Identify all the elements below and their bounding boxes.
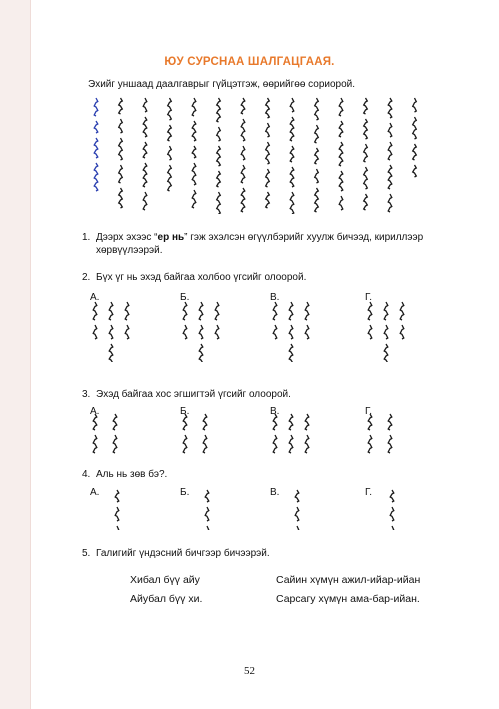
script-column [143, 163, 147, 187]
script-column [119, 119, 123, 133]
question-text: Галигийг үндэсний бичгээр бичээрэй. [96, 548, 270, 559]
script-column [183, 325, 187, 339]
script-column [400, 302, 404, 320]
script-column [364, 119, 368, 139]
script-column [183, 414, 187, 430]
script-column [217, 192, 221, 214]
script-column [388, 194, 392, 212]
script-column [217, 171, 221, 187]
script-column [94, 138, 98, 158]
script-column [289, 325, 293, 339]
script-column [364, 194, 368, 210]
script-column [241, 188, 245, 212]
script-column [241, 165, 245, 183]
script-column [168, 165, 172, 191]
script-column [119, 138, 123, 160]
script-column [203, 414, 207, 430]
script-column [266, 142, 270, 164]
decorative-margin [0, 0, 31, 709]
script-column [93, 414, 97, 430]
script-column [289, 435, 293, 453]
script-column [315, 188, 319, 212]
script-column [339, 121, 343, 137]
transcription-left-2: Айубал бүү хи. [130, 593, 203, 605]
question-text: ” гэж эхэлсэн өгүүлбэрийг хуулж бичээд, кириллээр [184, 232, 424, 243]
script-column [273, 325, 277, 339]
option-d[interactable]: Г. [365, 292, 372, 303]
script-column [364, 98, 368, 114]
script-column [413, 117, 417, 139]
script-column [93, 435, 97, 453]
question-3 [82, 388, 291, 401]
script-column [203, 435, 207, 453]
script-column [339, 171, 343, 191]
script-column [315, 169, 319, 183]
option-a[interactable]: А. [90, 406, 100, 417]
script-column [266, 123, 270, 137]
script-column [388, 98, 392, 118]
script-column [390, 490, 394, 502]
script-column [390, 507, 394, 521]
script-column [305, 414, 309, 430]
script-column [119, 165, 123, 183]
question-1 [82, 231, 442, 257]
script-column [94, 163, 98, 191]
script-column [266, 169, 270, 187]
script-column [295, 490, 299, 502]
script-column [94, 98, 98, 116]
script-column [384, 344, 388, 362]
script-column [205, 507, 209, 521]
script-column [205, 490, 209, 502]
script-column [368, 435, 372, 453]
script-column [113, 414, 117, 430]
option-b[interactable]: Б. [180, 487, 190, 498]
script-column [290, 167, 294, 187]
script-column [168, 125, 172, 141]
script-column [183, 302, 187, 320]
option-a[interactable]: А. [90, 487, 100, 498]
script-column [339, 98, 343, 116]
script-column [217, 127, 221, 141]
script-column [315, 148, 319, 164]
script-column [199, 325, 203, 339]
q4-options-script [85, 488, 445, 530]
script-column [413, 98, 417, 112]
script-column [109, 344, 113, 362]
question-2 [82, 271, 306, 284]
script-column [305, 302, 309, 320]
script-column [143, 192, 147, 210]
script-column [115, 526, 119, 530]
script-column [384, 325, 388, 339]
question-text: хөрвүүлээрэй. [96, 245, 163, 256]
script-column [94, 121, 98, 133]
question-number: 2. [82, 272, 91, 283]
script-column [183, 435, 187, 453]
script-column [192, 146, 196, 158]
script-column [192, 190, 196, 208]
script-column [388, 165, 392, 189]
script-column [368, 325, 372, 339]
instruction-text: Эхийг уншаад даалгаврыг гүйцэтгэж, өөрийгөө сориорой. [88, 79, 356, 90]
option-d[interactable]: Г. [365, 406, 372, 417]
question-text: Эхэд байгаа хос эгшигтэй үгсийг олоорой. [96, 389, 291, 400]
script-column [273, 435, 277, 453]
script-column [413, 165, 417, 177]
question-number: 5. [82, 548, 91, 559]
question-text: Бүх үг нь эхэд байгаа холбоо үгсийг олоорой. [96, 272, 307, 283]
script-column [192, 98, 196, 116]
script-column [388, 435, 392, 453]
script-column [266, 98, 270, 118]
script-column [364, 167, 368, 189]
script-column [113, 435, 117, 453]
script-column [192, 163, 196, 185]
question-number: 3. [82, 389, 91, 400]
option-c[interactable]: В. [270, 406, 280, 417]
script-column [241, 119, 245, 141]
script-column [109, 325, 113, 339]
script-column [290, 146, 294, 162]
script-column [368, 414, 372, 430]
script-column [388, 123, 392, 137]
script-column [115, 490, 119, 502]
script-column [199, 302, 203, 320]
transcription-right-1: Сайин хүмүн ажил-ийар-ийан [276, 574, 421, 586]
script-column [400, 325, 404, 339]
option-c[interactable]: В. [270, 487, 280, 498]
option-a[interactable]: А. [90, 292, 100, 303]
script-column [289, 344, 293, 362]
script-column [388, 142, 392, 160]
script-column [388, 414, 392, 430]
script-column [315, 125, 319, 143]
script-column [390, 526, 394, 530]
page-number: 52 [244, 665, 255, 677]
script-column [215, 302, 219, 320]
script-column [119, 98, 123, 114]
script-column [273, 414, 277, 430]
script-column [199, 344, 203, 362]
script-column [368, 302, 372, 320]
question-text: Дээрх эхээс “ [96, 232, 158, 243]
page-title: ЮУ СУРСНАА ШАЛГАЦГААЯ. [164, 56, 335, 68]
script-column [168, 146, 172, 160]
script-column [413, 144, 417, 160]
script-column [125, 325, 129, 339]
script-column [168, 98, 172, 120]
script-column [364, 144, 368, 162]
script-column [339, 196, 343, 210]
script-column [215, 325, 219, 339]
question-4 [82, 468, 167, 481]
q3-options-script [85, 412, 445, 462]
script-column [241, 146, 245, 160]
script-column [217, 146, 221, 166]
script-column [115, 507, 119, 521]
script-column [339, 142, 343, 166]
script-column [315, 98, 319, 120]
script-column [305, 435, 309, 453]
option-d[interactable]: Г. [365, 487, 372, 498]
mongolian-script-passage [88, 96, 438, 214]
script-column [290, 117, 294, 141]
script-column [143, 117, 147, 137]
script-column [295, 507, 299, 521]
script-column [266, 192, 270, 208]
script-column [295, 526, 299, 530]
script-column [93, 302, 97, 320]
script-column [290, 192, 294, 214]
transcription-right-2: Сарсагу хүмүн ама-бар-ийан. [276, 593, 420, 605]
script-column [217, 98, 221, 122]
script-column [93, 325, 97, 339]
question-5 [82, 547, 270, 560]
script-column [384, 302, 388, 320]
option-b[interactable]: Б. [180, 406, 190, 417]
question-keyword: ер нь [157, 232, 185, 243]
script-column [109, 302, 113, 320]
script-column [143, 142, 147, 158]
option-b[interactable]: Б. [180, 292, 190, 303]
script-column [289, 414, 293, 430]
q2-options-script [85, 300, 445, 362]
script-column [289, 302, 293, 320]
option-c[interactable]: В. [270, 292, 280, 303]
script-column [241, 98, 245, 114]
question-number: 4. [82, 469, 91, 480]
script-column [125, 302, 129, 320]
script-column [273, 302, 277, 320]
question-text: Аль нь зөв бэ?. [96, 469, 168, 480]
script-column [192, 121, 196, 141]
script-column [290, 98, 294, 112]
question-number: 1. [82, 232, 91, 243]
script-column [205, 526, 209, 530]
script-column [143, 98, 147, 112]
script-column [119, 188, 123, 208]
script-column [305, 325, 309, 339]
transcription-left-1: Хибал бүү айу [130, 574, 200, 586]
